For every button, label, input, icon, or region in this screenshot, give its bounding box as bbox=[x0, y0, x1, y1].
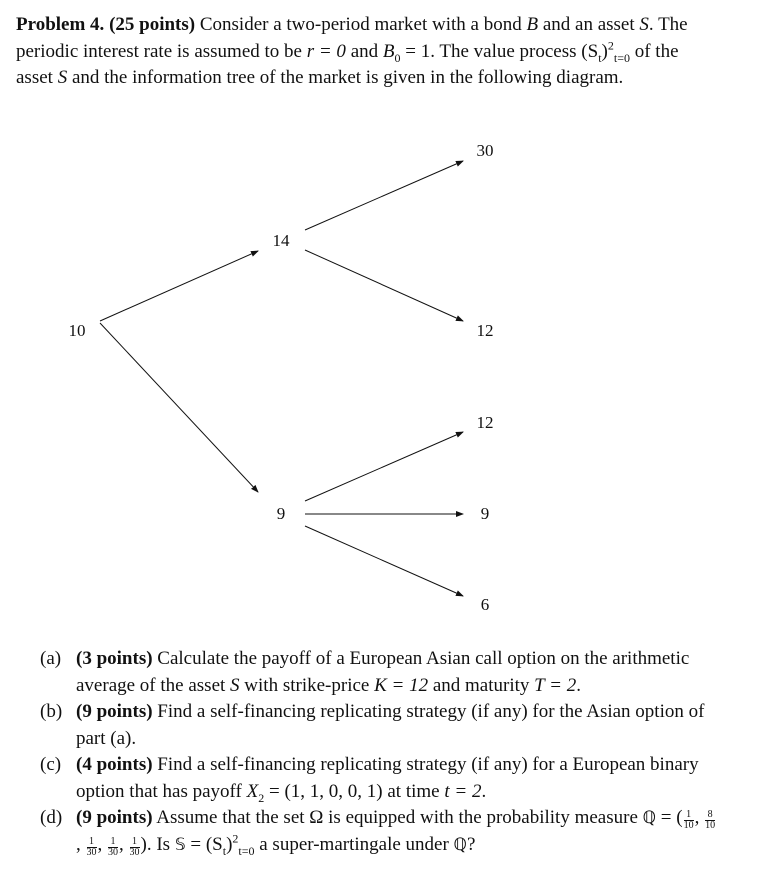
process-open: (S bbox=[581, 40, 599, 62]
node-dm: 9 bbox=[480, 504, 490, 523]
part-text: . bbox=[481, 780, 487, 802]
node-uu: 30 bbox=[476, 141, 494, 160]
process-open: = (S bbox=[185, 833, 223, 855]
part-points: (9 points) bbox=[76, 807, 153, 828]
measure-fraction bbox=[684, 810, 694, 831]
process-sup: 2 bbox=[232, 831, 239, 846]
process-symbol: 𝕊 bbox=[174, 834, 186, 855]
fraction-numerator: 8 bbox=[705, 810, 715, 821]
part-c bbox=[40, 752, 720, 805]
part-points: (4 points) bbox=[76, 754, 153, 775]
payoff-value: = (1, 1, 0, 0, 1) bbox=[264, 780, 383, 802]
part-text: and maturity bbox=[432, 674, 530, 696]
intro-text: Consider a two-period market with a bond bbox=[199, 14, 522, 35]
node-dd: 6 bbox=[480, 595, 490, 614]
fraction-numerator: 1 bbox=[130, 837, 140, 848]
maturity-equation: T = 2 bbox=[534, 674, 577, 696]
time-equation: t = 2 bbox=[444, 780, 482, 802]
process-close: ) bbox=[226, 833, 233, 855]
measure-open: = ( bbox=[656, 807, 683, 828]
fraction-denominator: 30 bbox=[108, 846, 118, 858]
fraction-denominator: 30 bbox=[129, 846, 140, 858]
tree-edges bbox=[0, 130, 766, 630]
bond-symbol: B bbox=[526, 14, 539, 35]
fraction-denominator: 30 bbox=[86, 846, 97, 858]
payoff-symbol: X bbox=[246, 780, 259, 802]
b0-subscript: 0 bbox=[394, 50, 401, 65]
problem-points: (25 points) bbox=[109, 14, 196, 35]
intro-text: and bbox=[350, 40, 379, 62]
part-label: (a) bbox=[40, 648, 62, 669]
sub-questions bbox=[40, 646, 720, 858]
process-sub: t=0 bbox=[238, 843, 255, 858]
edge-up-ud bbox=[305, 250, 463, 321]
edge-up-uu bbox=[305, 161, 463, 230]
part-text: Assume that the set Ω is equipped with the probability measure bbox=[156, 807, 638, 828]
node-ud: 12 bbox=[476, 321, 494, 340]
part-label: (c) bbox=[40, 754, 62, 775]
part-points: (3 points) bbox=[76, 648, 153, 669]
strike-equation: K = 12 bbox=[374, 674, 429, 696]
process-sub-t: t bbox=[222, 843, 227, 858]
b0-value: = 1 bbox=[400, 40, 431, 62]
intro-text: of the asset bbox=[16, 40, 679, 88]
part-text: Is bbox=[156, 833, 171, 855]
fraction-numerator: 1 bbox=[684, 810, 694, 821]
part-a bbox=[40, 646, 720, 699]
process-sub: t=0 bbox=[613, 50, 630, 65]
node-du: 12 bbox=[476, 413, 494, 432]
payoff-subscript: 2 bbox=[258, 790, 265, 805]
part-label: (d) bbox=[40, 807, 63, 828]
measure-close: ). bbox=[140, 833, 152, 855]
asset-symbol: S bbox=[639, 14, 649, 35]
intro-text: . The periodic interest rate is assumed to be bbox=[16, 14, 688, 62]
process-close: ) bbox=[601, 40, 608, 62]
intro-text: and an asset bbox=[542, 14, 635, 35]
b0-equation bbox=[382, 40, 431, 65]
part-text: Calculate the payoff of a European Asian call option on the arithmetic average of the asset bbox=[76, 648, 690, 696]
edge-root-up bbox=[100, 251, 258, 321]
part-text: Find a self-financing replicating strategy (if any) for a European binary option that has payoff bbox=[76, 754, 699, 802]
node-down: 9 bbox=[276, 504, 286, 523]
part-text: ? bbox=[466, 833, 476, 855]
information-tree bbox=[0, 130, 766, 630]
fraction-numerator: 1 bbox=[108, 837, 118, 848]
part-label: (b) bbox=[40, 701, 63, 722]
process-sup: 2 bbox=[607, 38, 614, 53]
fraction-numerator: 1 bbox=[87, 837, 97, 848]
problem-statement bbox=[16, 12, 716, 92]
edge-root-down bbox=[100, 323, 258, 492]
edge-down-dd bbox=[305, 526, 463, 596]
b0-symbol: B bbox=[382, 40, 395, 62]
measure-symbol: ℚ bbox=[453, 834, 467, 855]
intro-text: . The value process bbox=[430, 40, 577, 62]
measure-fraction bbox=[108, 837, 118, 858]
part-text: Find a self-financing replicating strategy (if any) for the Asian option of part (a). bbox=[76, 701, 705, 749]
value-process bbox=[581, 38, 630, 65]
payoff-equation bbox=[246, 780, 383, 805]
measure-fraction bbox=[87, 837, 97, 858]
part-text: at time bbox=[387, 780, 440, 802]
rate-equation: r = 0 bbox=[306, 40, 346, 62]
part-d bbox=[40, 805, 720, 858]
measure-equation: ℚ = ( $\frac{1}{10}$ , $\frac{8}{10}$ , $\frac{1}{30}$ , $\frac{1}{30}$ , $\frac{1}{30}$ ). bbox=[76, 807, 716, 858]
measure-symbol: ℚ bbox=[642, 808, 657, 828]
problem-label: Problem 4. bbox=[16, 14, 105, 35]
process-sub-t: t bbox=[598, 50, 602, 65]
asset-symbol: S bbox=[230, 674, 240, 696]
part-b bbox=[40, 699, 720, 752]
node-root: 10 bbox=[68, 321, 86, 340]
measure-fraction bbox=[705, 810, 715, 831]
part-points: (9 points) bbox=[76, 701, 153, 722]
measure-fraction bbox=[130, 837, 140, 858]
node-up: 14 bbox=[272, 231, 290, 250]
part-text: a super-martingale under bbox=[259, 833, 449, 855]
process-equation bbox=[174, 831, 255, 858]
fraction-denominator: 10 bbox=[683, 820, 694, 831]
asset-symbol: S bbox=[57, 67, 68, 88]
part-text: . bbox=[576, 674, 581, 696]
edge-down-du bbox=[305, 432, 463, 501]
intro-text: and the information tree of the market is given in the following diagram. bbox=[71, 67, 624, 88]
part-text: with strike-price bbox=[244, 674, 370, 696]
fraction-denominator: 10 bbox=[705, 820, 716, 831]
